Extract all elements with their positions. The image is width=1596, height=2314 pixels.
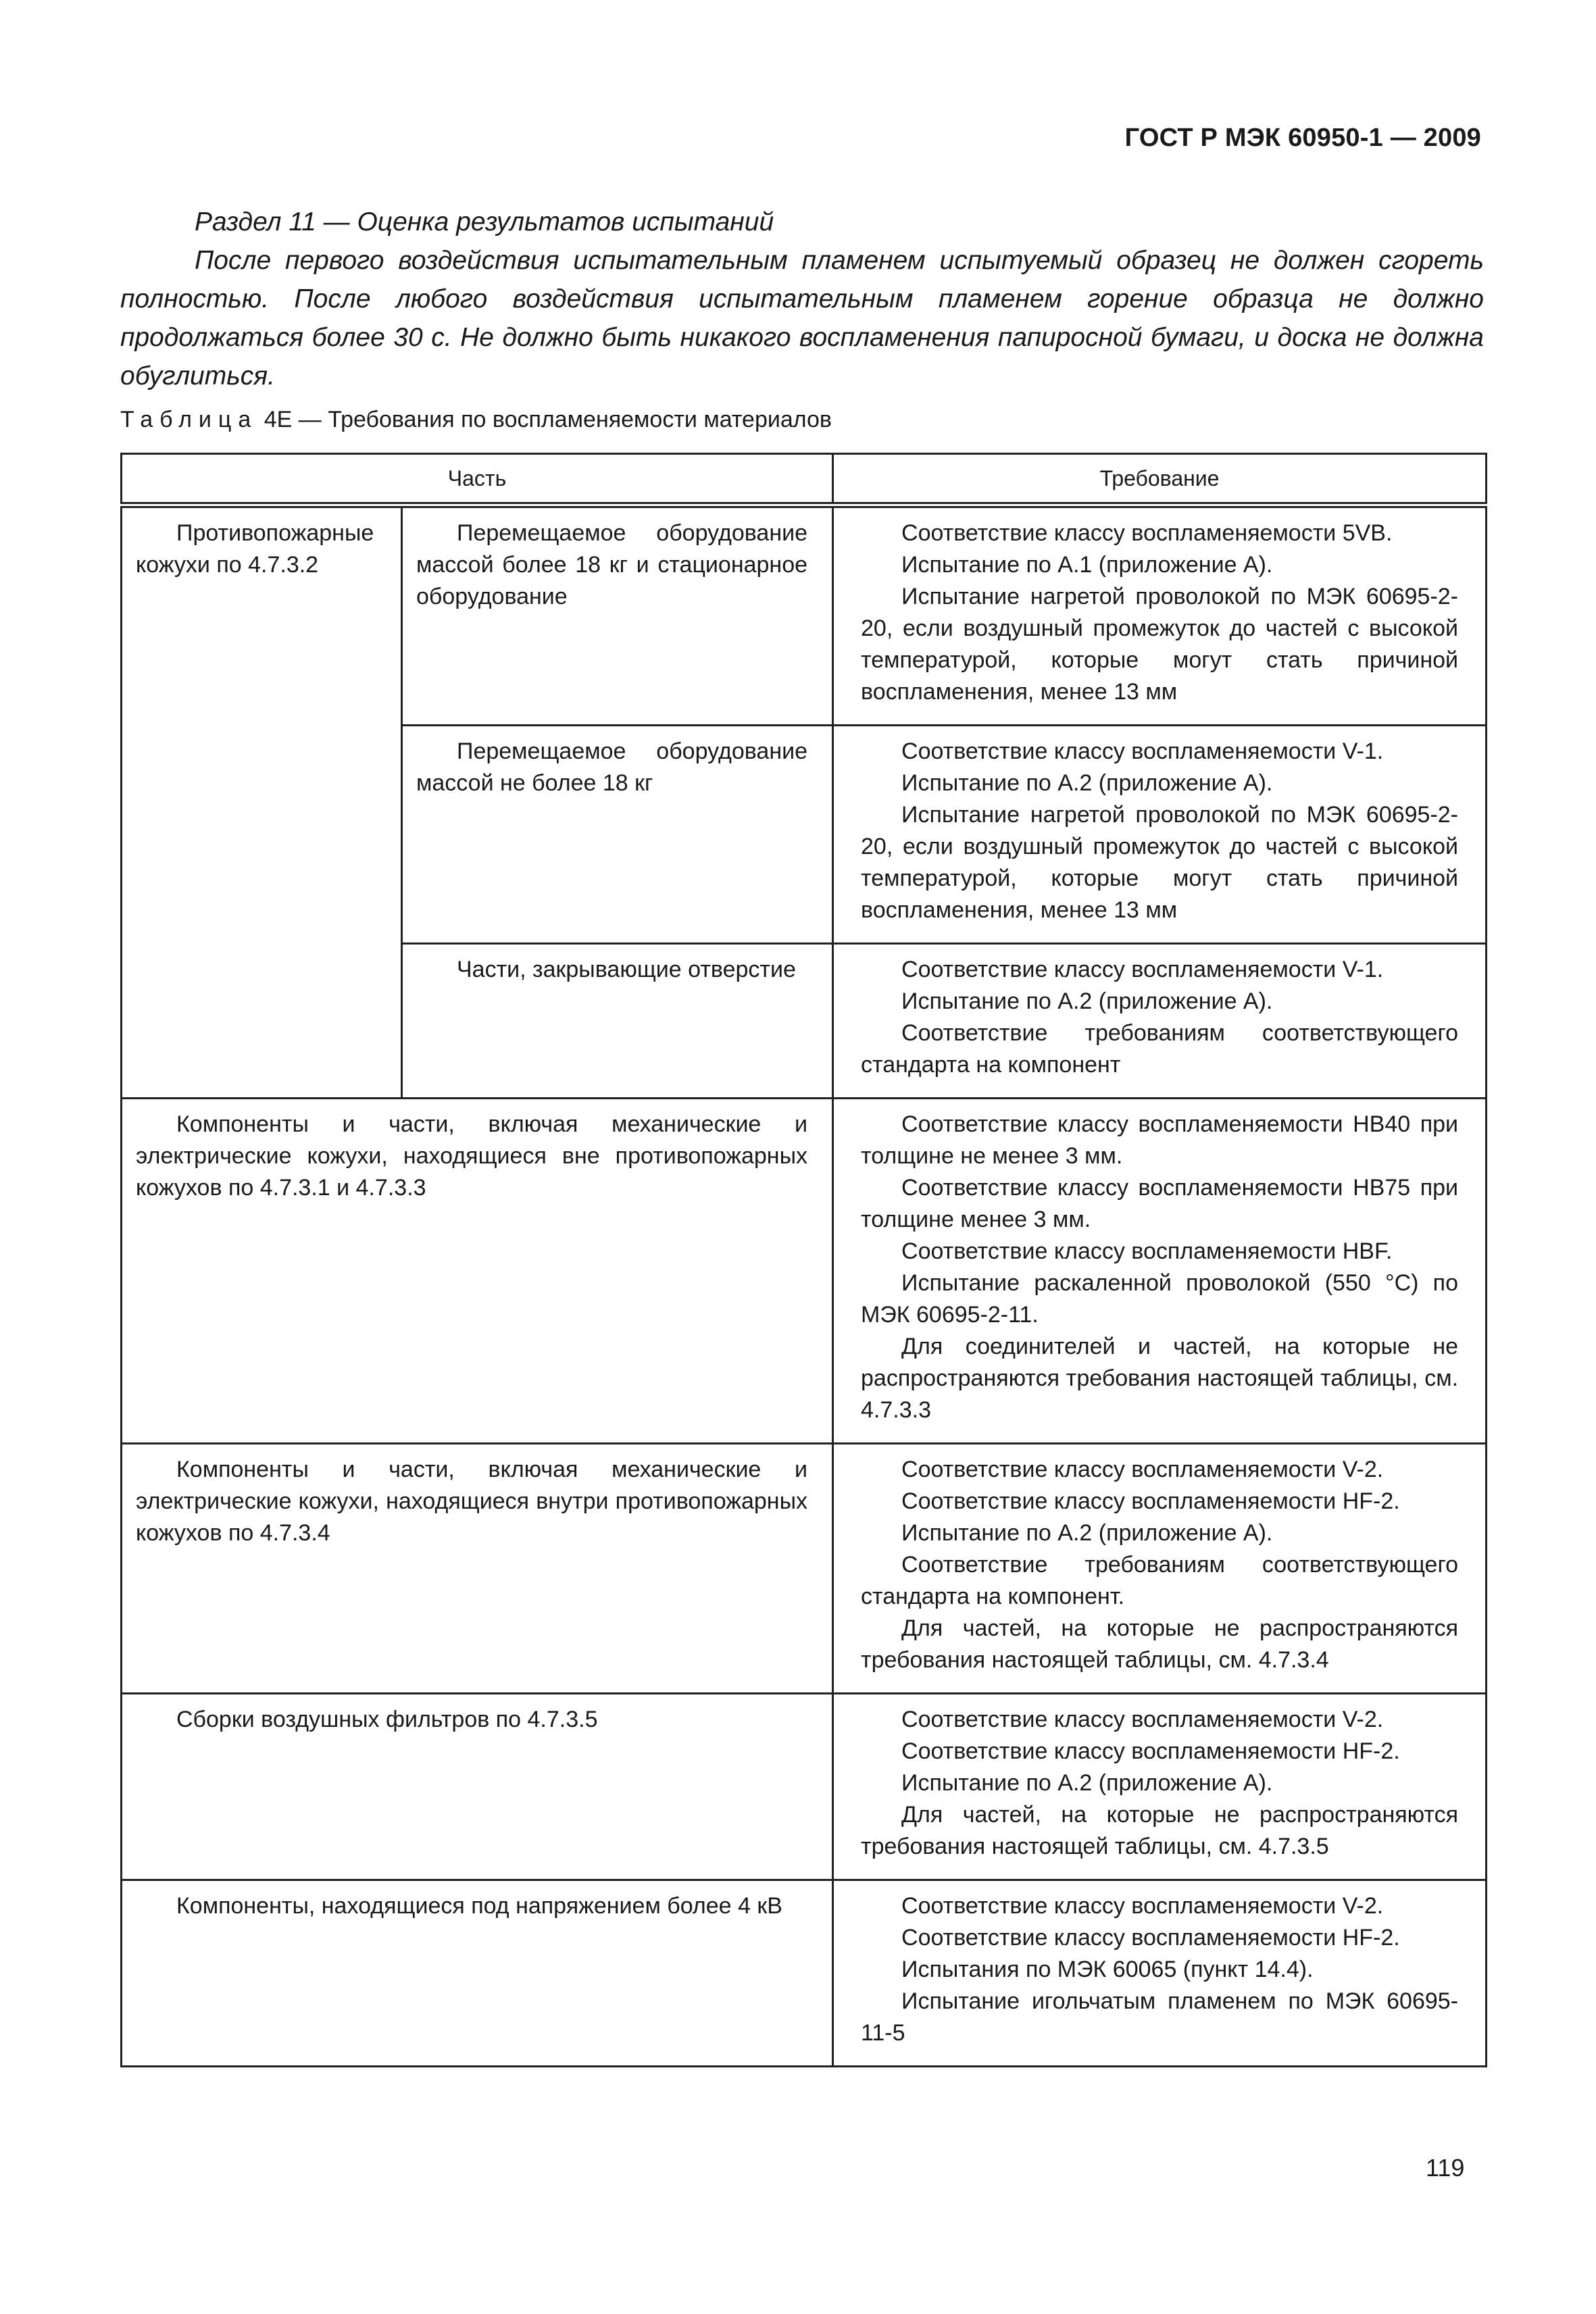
part-text: Компоненты, находящиеся под напряжением более 4 кВ	[176, 1893, 782, 1919]
requirement-cell	[833, 505, 1487, 726]
requirement-cell	[833, 1099, 1487, 1444]
header-requirement: Требование	[833, 454, 1487, 505]
requirement-line: Для частей, на которые не распространяются требования настоящей таблицы, см. 4.7.3.5	[861, 1802, 1459, 1859]
requirement-line: Соответствие требованиям соответствующего стандарта на компонент	[861, 1020, 1459, 1078]
requirement-line: Соответствие классу воспламеняемости HF-2.	[901, 1925, 1400, 1951]
requirement-cell	[833, 726, 1487, 944]
enclosure-group-cell	[122, 505, 402, 1099]
requirement-line: Испытание нагретой проволокой по МЭК 60695-2-20, если воздушный промежуток до частей с высокой температурой, которые могут стать причиной воспламенения, менее 13 мм	[861, 584, 1459, 705]
part-text: Перемещаемое оборудование массой не более 18 кг	[416, 738, 808, 796]
table-row	[122, 1444, 1487, 1694]
requirement-line: Испытание по А.2 (приложение А).	[901, 988, 1273, 1014]
requirement-line: Для частей, на которые не распространяются требования настоящей таблицы, см. 4.7.3.4	[861, 1615, 1459, 1673]
part-cell	[122, 1444, 833, 1694]
part-text: Компоненты и части, включая механические и электрические кожухи, находящиеся внутри противопожарных кожухов по 4.7.3.4	[136, 1457, 808, 1546]
table-caption	[120, 407, 832, 433]
requirement-line: Соответствие классу воспламеняемости НВ75 при толщине менее 3 мм.	[861, 1175, 1459, 1232]
table-row	[122, 1880, 1487, 2067]
section-title: Раздел 11 — Оценка результатов испытаний	[195, 207, 774, 236]
part-text: Перемещаемое оборудование массой более 18 кг и стационарное оборудование	[416, 520, 808, 609]
requirement-line: Соответствие классу воспламеняемости HF-2.	[901, 1738, 1400, 1764]
table-header-row	[122, 454, 1487, 505]
requirement-line: Соответствие требованиям соответствующего стандарта на компонент.	[861, 1552, 1459, 1609]
requirement-line: Соответствие классу воспламеняемости V-2.	[901, 1457, 1384, 1482]
section-paragraph: После первого воздействия испытательным пламенем испытуемый образец не должен сгореть полностью. После любого воздействия испытательным пламенем горение образца не должно продолжаться более 30 с. Не должно быть никакого воспламенения папиросной бумаги, и доска не должна обуглиться.	[120, 246, 1484, 391]
requirement-line: Испытания по МЭК 60065 (пункт 14.4).	[901, 1957, 1314, 1982]
requirement-line: Для соединителей и частей, на которые не распространяются требования настоящей таблицы, см. 4.7.3.3	[861, 1334, 1459, 1423]
requirement-line: Соответствие классу воспламеняемости V-1.	[901, 957, 1384, 982]
part-text: Сборки воздушных фильтров по 4.7.3.5	[176, 1707, 598, 1732]
part-cell	[122, 1099, 833, 1444]
requirement-line: Испытание по А.2 (приложение А).	[901, 1770, 1273, 1796]
table-caption-label: Таблица	[120, 407, 258, 432]
enclosure-group-label: Противопожарные кожухи по 4.7.3.2	[136, 520, 374, 578]
table-caption-text: 4Е — Требования по воспламеняемости материалов	[264, 407, 832, 432]
requirement-line: Соответствие классу воспламеняемости HF-2.	[901, 1488, 1400, 1514]
table-row	[122, 1694, 1487, 1880]
requirement-cell	[833, 1694, 1487, 1880]
requirement-line: Испытание игольчатым пламенем по МЭК 60695-11-5	[861, 1988, 1459, 2046]
document-id-header: ГОСТ Р МЭК 60950-1 — 2009	[1124, 124, 1481, 152]
requirement-line: Испытание по А.1 (приложение А).	[901, 552, 1273, 578]
part-text: Части, закрывающие отверстие	[457, 957, 796, 982]
table-row	[122, 1099, 1487, 1444]
part-text: Компоненты и части, включая механические и электрические кожухи, находящиеся вне противопожарных кожухов по 4.7.3.1 и 4.7.3.3	[136, 1111, 808, 1201]
requirements-table	[120, 453, 1487, 2067]
requirement-line: Соответствие классу воспламеняемости НВ40 при толщине не менее 3 мм.	[861, 1111, 1459, 1169]
requirement-line: Соответствие классу воспламеняемости V-2.	[901, 1707, 1384, 1732]
requirement-line: Испытание по А.2 (приложение А).	[901, 1520, 1273, 1546]
intro-section	[120, 203, 1484, 395]
requirement-cell	[833, 1880, 1487, 2067]
requirement-line: Соответствие классу воспламеняемости V-2.	[901, 1893, 1384, 1919]
part-cell	[122, 1880, 833, 2067]
part-cell	[402, 944, 833, 1099]
requirement-line: Испытание по А.2 (приложение А).	[901, 770, 1273, 796]
requirement-cell	[833, 1444, 1487, 1694]
header-part: Часть	[122, 454, 833, 505]
requirement-line: Испытание раскаленной проволокой (550 °С) по МЭК 60695-2-11.	[861, 1270, 1459, 1328]
requirement-line: Испытание нагретой проволокой по МЭК 60695-2-20, если воздушный промежуток до частей с высокой температурой, которые могут стать причиной воспламенения, менее 13 мм	[861, 802, 1459, 923]
requirement-line: Соответствие классу воспламеняемости 5VB.	[901, 520, 1393, 546]
requirement-line: Соответствие классу воспламеняемости V-1.	[901, 738, 1384, 764]
part-cell	[122, 1694, 833, 1880]
part-cell	[402, 726, 833, 944]
part-cell	[402, 505, 833, 726]
table-row	[122, 505, 1487, 726]
requirement-cell	[833, 944, 1487, 1099]
page-number: 119	[1426, 2154, 1465, 2182]
requirement-line: Соответствие классу воспламеняемости HBF.	[901, 1238, 1393, 1264]
